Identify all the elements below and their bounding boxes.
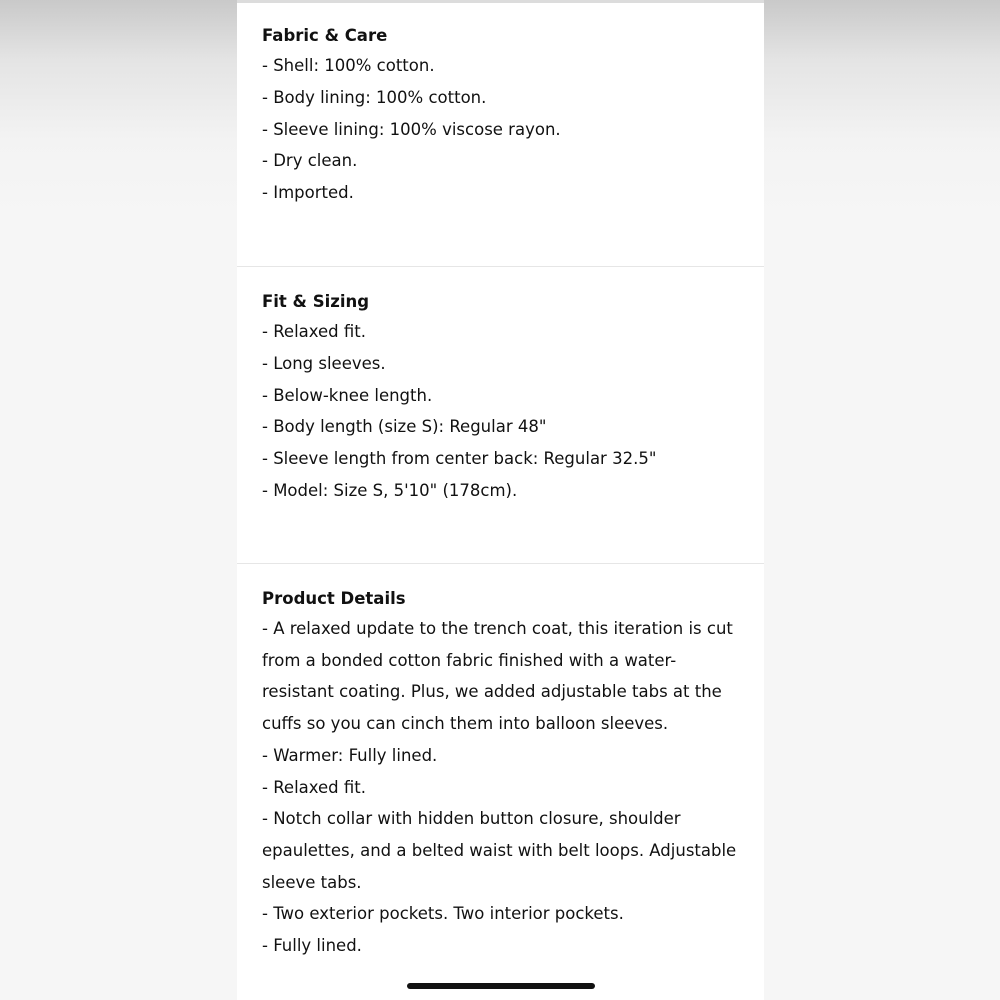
list-item: - Below-knee length.: [262, 385, 433, 405]
text-line: cuffs so you can cinch them into balloon sleeves.: [262, 714, 669, 734]
fit-sizing-section: [237, 292, 764, 507]
text-line: epaulettes, and a belted waist with belt loops. Adjustable: [262, 840, 737, 860]
top-divider: [237, 0, 764, 3]
text-line: - Two exterior pockets. Two interior pockets.: [262, 904, 624, 924]
list-item: - Sleeve length from center back: Regular 32.5": [262, 449, 657, 468]
text-line: - Notch collar with hidden button closure, shoulder: [262, 809, 681, 829]
list-item: - Relaxed fit.: [262, 322, 367, 341]
section-divider: [237, 266, 764, 267]
list-item: - Imported.: [262, 183, 354, 202]
list-item: - Body length (size S): Regular 48": [262, 417, 547, 437]
text-line: from a bonded cotton fabric finished with a water-: [262, 650, 677, 670]
product-details-section: [237, 589, 764, 962]
text-line: - Warmer: Fully lined.: [262, 745, 438, 765]
text-line: - A relaxed update to the trench coat, this iteration is cut: [262, 619, 733, 638]
fit-sizing-title: Fit & Sizing: [262, 292, 370, 311]
list-item: - Body lining: 100% cotton.: [262, 87, 487, 107]
list-item: - Model: Size S, 5'10" (178cm).: [262, 480, 518, 500]
product-details-title: Product Details: [262, 589, 406, 608]
fit-sizing-list: [262, 316, 744, 507]
list-item: - Dry clean.: [262, 151, 358, 171]
list-item: - Sleeve lining: 100% viscose rayon.: [262, 119, 561, 139]
fabric-care-list: [262, 50, 744, 209]
list-item: - Long sleeves.: [262, 353, 386, 373]
fabric-care-section: [237, 26, 764, 209]
home-indicator[interactable]: [407, 983, 595, 989]
product-details-text: [262, 613, 744, 962]
text-line: - Fully lined.: [262, 936, 362, 956]
product-info-screen: [237, 0, 764, 1000]
text-line: sleeve tabs.: [262, 872, 362, 892]
list-item: - Shell: 100% cotton.: [262, 56, 435, 75]
section-divider: [237, 563, 764, 564]
fabric-care-title: Fabric & Care: [262, 26, 388, 45]
text-line: resistant coating. Plus, we added adjustable tabs at the: [262, 682, 722, 702]
text-line: - Relaxed fit.: [262, 777, 367, 797]
